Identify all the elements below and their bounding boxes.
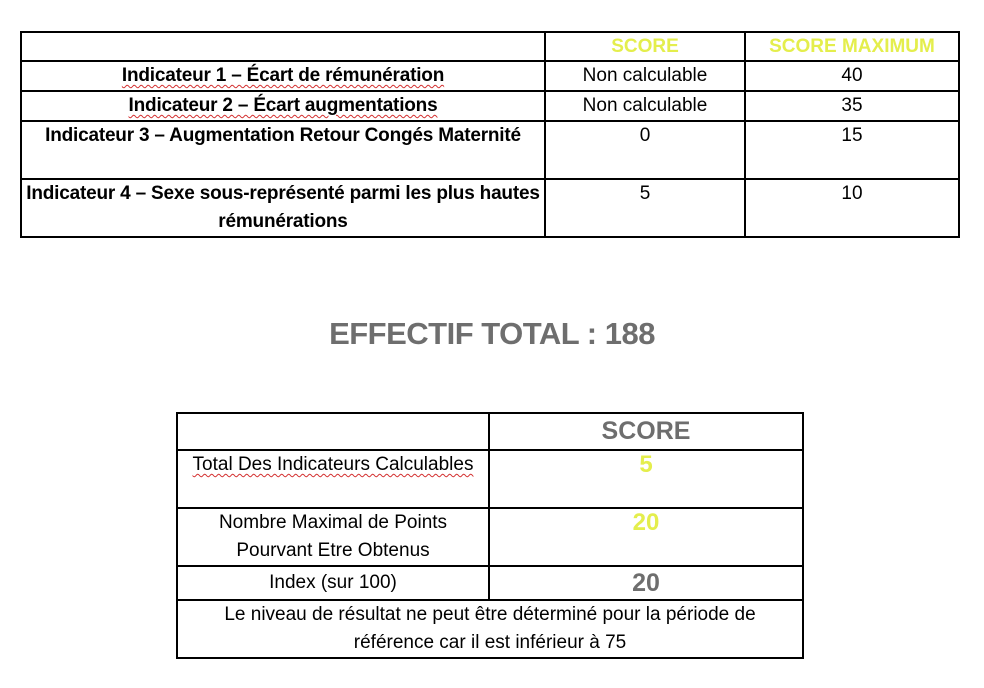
indicator-2-label: Indicateur 2 – Écart augmentations [128, 95, 438, 116]
indicator-3-name: Indicateur 3 – Augmentation Retour Congés Maternité [21, 121, 545, 179]
indicator-1-name [21, 61, 545, 91]
effectif-total-heading: EFFECTIF TOTAL : 188 [329, 316, 655, 351]
indicator-2-score: Non calculable [545, 91, 745, 121]
score-maximum-header: SCORE MAXIMUM [745, 32, 959, 61]
summary-header-empty [177, 413, 489, 450]
indicators-header-row [21, 32, 959, 61]
indicator-4-name: Indicateur 4 – Sexe sous-représenté parmi les plus hautes rémunérations [21, 179, 545, 237]
summary-score-header: SCORE [489, 413, 803, 450]
result-level-note: Le niveau de résultat ne peut être déterminé pour la période de référence car il est inférieur à 75 [177, 600, 803, 658]
max-points-value: 20 [489, 508, 803, 566]
indicator-2-max: 35 [745, 91, 959, 121]
indicator-4-score: 5 [545, 179, 745, 237]
indicator-row-4 [21, 179, 959, 237]
summary-row-total [177, 450, 803, 508]
total-indicators-label [177, 450, 489, 508]
index-value: 20 [489, 566, 803, 600]
summary-table [176, 412, 804, 659]
summary-header-row [177, 413, 803, 450]
max-points-label: Nombre Maximal de Points Pourvant Etre Obtenus [177, 508, 489, 566]
indicator-1-max: 40 [745, 61, 959, 91]
summary-row-max-points [177, 508, 803, 566]
indicator-3-max: 15 [745, 121, 959, 179]
indicator-4-max: 10 [745, 179, 959, 237]
indicator-1-label: Indicateur 1 – Écart de rémunération [121, 65, 445, 86]
indicators-header-empty [21, 32, 545, 61]
indicator-row-1 [21, 61, 959, 91]
summary-row-note [177, 600, 803, 658]
indicator-1-score: Non calculable [545, 61, 745, 91]
indicator-row-3 [21, 121, 959, 179]
indicator-row-2 [21, 91, 959, 121]
indicator-3-score: 0 [545, 121, 745, 179]
score-header: SCORE [545, 32, 745, 61]
index-label: Index (sur 100) [177, 566, 489, 600]
indicators-table [20, 31, 960, 238]
total-indicators-label-text: Total Des Indicateurs Calculables [192, 454, 474, 475]
total-indicators-value: 5 [489, 450, 803, 508]
summary-row-index [177, 566, 803, 600]
indicator-2-name [21, 91, 545, 121]
